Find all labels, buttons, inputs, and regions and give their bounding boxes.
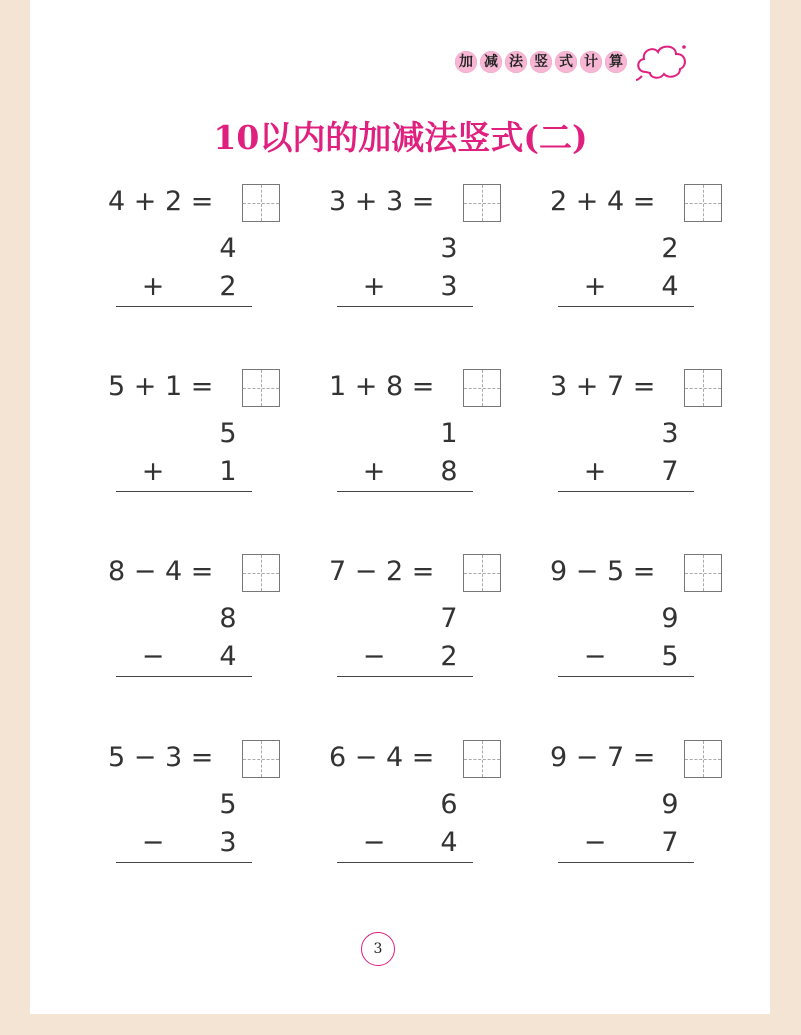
sum-line <box>116 306 252 307</box>
answer-box[interactable] <box>242 369 280 407</box>
sum-line <box>337 306 473 307</box>
vertical-operator: − <box>141 641 165 672</box>
header-char: 式 <box>555 51 577 73</box>
answer-box[interactable] <box>463 554 501 592</box>
vertical-operator: + <box>141 271 165 302</box>
vertical-operator: + <box>583 271 607 302</box>
answer-box[interactable] <box>242 554 280 592</box>
answer-box[interactable] <box>463 740 501 778</box>
problem <box>550 738 710 878</box>
vertical-top-number: 8 <box>219 603 237 634</box>
vertical-bottom-number: 7 <box>661 827 679 858</box>
section-header <box>455 45 690 79</box>
equation: 3 + 7 = <box>550 371 656 402</box>
sum-line <box>337 862 473 863</box>
sum-line <box>558 306 694 307</box>
problem <box>550 367 710 507</box>
equation: 8 − 4 = <box>108 556 214 587</box>
sum-line <box>558 491 694 492</box>
problem <box>329 738 489 878</box>
vertical-bottom-number: 1 <box>219 456 237 487</box>
problem <box>108 367 268 507</box>
vertical-bottom-number: 2 <box>219 271 237 302</box>
vertical-operator: + <box>141 456 165 487</box>
vertical-top-number: 9 <box>661 789 679 820</box>
answer-box[interactable] <box>684 554 722 592</box>
header-char: 算 <box>605 51 627 73</box>
vertical-top-number: 3 <box>440 233 458 264</box>
vertical-top-number: 5 <box>219 418 237 449</box>
problem <box>329 552 489 692</box>
vertical-top-number: 4 <box>219 233 237 264</box>
sum-line <box>558 676 694 677</box>
header-char: 计 <box>580 51 602 73</box>
vertical-operator: − <box>583 641 607 672</box>
vertical-top-number: 7 <box>440 603 458 634</box>
sum-line <box>116 676 252 677</box>
vertical-operator: − <box>583 827 607 858</box>
sum-line <box>337 676 473 677</box>
problem <box>108 182 268 322</box>
vertical-operator: − <box>141 827 165 858</box>
vertical-operator: + <box>362 271 386 302</box>
vertical-top-number: 6 <box>440 789 458 820</box>
vertical-bottom-number: 4 <box>219 641 237 672</box>
vertical-bottom-number: 4 <box>661 271 679 302</box>
sum-line <box>116 491 252 492</box>
vertical-bottom-number: 3 <box>440 271 458 302</box>
vertical-operator: + <box>362 456 386 487</box>
vertical-bottom-number: 5 <box>661 641 679 672</box>
vertical-operator: − <box>362 827 386 858</box>
vertical-top-number: 2 <box>661 233 679 264</box>
cloud-icon <box>634 42 690 82</box>
answer-box[interactable] <box>242 740 280 778</box>
page-title: 10以内的加减法竖式(二) <box>213 118 588 157</box>
problem <box>329 182 489 322</box>
answer-box[interactable] <box>684 740 722 778</box>
problem <box>108 738 268 878</box>
equation: 7 − 2 = <box>329 556 435 587</box>
problem <box>108 552 268 692</box>
equation: 6 − 4 = <box>329 742 435 773</box>
equation: 5 + 1 = <box>108 371 214 402</box>
page-number: 3 <box>361 932 395 966</box>
answer-box[interactable] <box>684 369 722 407</box>
sum-line <box>558 862 694 863</box>
equation: 3 + 3 = <box>329 186 435 217</box>
header-char: 减 <box>480 51 502 73</box>
equation: 9 − 5 = <box>550 556 656 587</box>
header-char: 竖 <box>530 51 552 73</box>
equation: 4 + 2 = <box>108 186 214 217</box>
sum-line <box>337 491 473 492</box>
vertical-top-number: 3 <box>661 418 679 449</box>
problem <box>329 367 489 507</box>
answer-box[interactable] <box>463 369 501 407</box>
vertical-bottom-number: 8 <box>440 456 458 487</box>
answer-box[interactable] <box>242 184 280 222</box>
vertical-operator: + <box>583 456 607 487</box>
vertical-top-number: 9 <box>661 603 679 634</box>
header-char: 法 <box>505 51 527 73</box>
vertical-bottom-number: 3 <box>219 827 237 858</box>
answer-box[interactable] <box>684 184 722 222</box>
header-char: 加 <box>455 51 477 73</box>
vertical-top-number: 1 <box>440 418 458 449</box>
equation: 1 + 8 = <box>329 371 435 402</box>
vertical-bottom-number: 4 <box>440 827 458 858</box>
vertical-bottom-number: 2 <box>440 641 458 672</box>
equation: 2 + 4 = <box>550 186 656 217</box>
problem <box>550 182 710 322</box>
vertical-operator: − <box>362 641 386 672</box>
problem <box>550 552 710 692</box>
sum-line <box>116 862 252 863</box>
equation: 9 − 7 = <box>550 742 656 773</box>
vertical-bottom-number: 7 <box>661 456 679 487</box>
equation: 5 − 3 = <box>108 742 214 773</box>
vertical-top-number: 5 <box>219 789 237 820</box>
answer-box[interactable] <box>463 184 501 222</box>
